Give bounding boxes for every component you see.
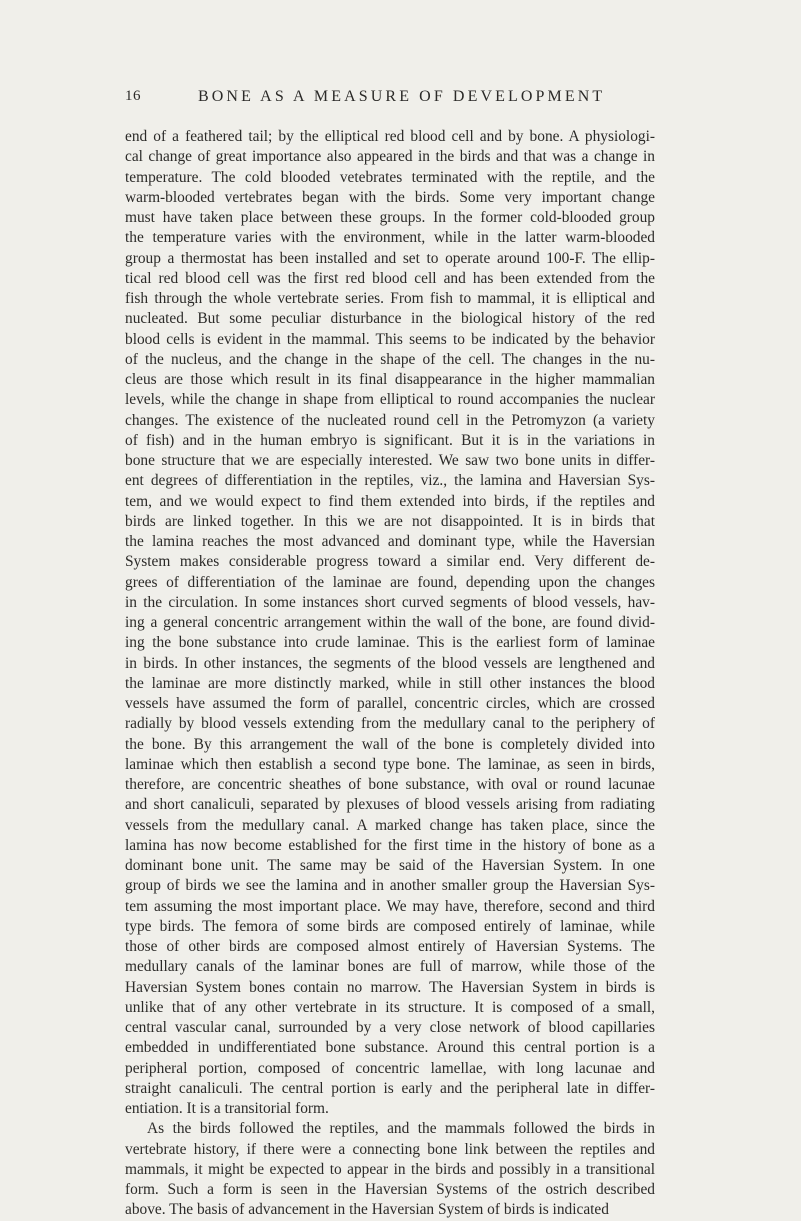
text-line: entiation. It is a transitorial form. <box>125 1100 329 1117</box>
text-line: vessels have assumed the form of parallel, concentric circles, which are crossed <box>125 695 655 712</box>
text-line: the bone. By this arrangement the wall of the bone is completely divided into <box>125 735 655 753</box>
text-line: ing the bone substance into crude laminae. This is the earliest form of laminae <box>125 634 655 652</box>
text-line: and short canaliculi, separated by plexuses of blood vessels arising from radiating <box>125 796 655 814</box>
paragraph-1 <box>125 127 655 1119</box>
text-line: ing a general concentric arrangement within the wall of the bone, are found divid- <box>125 614 655 631</box>
text-line: group a thermostat has been installed and set to operate around 100-F. The ellip- <box>125 249 655 267</box>
text-line: birds are linked together. In this we are not disappointed. It is in birds that <box>125 512 655 530</box>
text-line: medullary canals of the laminar bones are full of marrow, while those of the <box>125 958 655 976</box>
text-line: end of a feathered tail; by the elliptical red blood cell and by bone. A physiologi- <box>125 128 655 145</box>
text-line: blood cells is evident in the mammal. This seems to be indicated by the behavior <box>125 330 655 348</box>
text-line: lamina has now become established for the first time in the history of bone as a <box>125 836 655 854</box>
text-line: unlike that of any other vertebrate in its structure. It is composed of a small, <box>125 998 655 1016</box>
text-line: As the birds followed the reptiles, and the mammals followed the birds in <box>147 1120 655 1138</box>
text-line: temperature. The cold blooded vetebrates terminated with the reptile, and the <box>125 168 655 186</box>
text-line: System makes considerable progress toward a similar end. Very different de- <box>125 553 655 571</box>
paragraph-2 <box>125 1119 655 1220</box>
text-line: cleus are those which result in its final disappearance in the higher mammalian <box>125 371 655 388</box>
text-line: nucleated. But some peculiar disturbance in the biological history of the red <box>125 310 655 328</box>
text-line: cal change of great importance also appeared in the birds and that was a change in <box>125 148 655 166</box>
text-line: mammals, it might be expected to appear in the birds and possibly in a transitional <box>125 1160 655 1178</box>
text-line: ent degrees of differentiation in the reptiles, viz., the lamina and Haversian Sys- <box>125 472 655 490</box>
text-line: bone structure that we are especially interested. We saw two bone units in differ- <box>125 452 655 469</box>
text-line: grees of differentiation of the laminae are found, depending upon the changes <box>125 573 655 591</box>
page-number: 16 <box>125 88 141 104</box>
text-line: dominant bone unit. The same may be said of the Haversian System. In one <box>125 857 655 874</box>
text-line: tem, and we would expect to find them extended into birds, if the reptiles and <box>125 492 655 510</box>
text-line: tem assuming the most important place. We may have, therefore, second and third <box>125 897 655 915</box>
text-line: of the nucleus, and the change in the shape of the cell. The changes in the nu- <box>125 350 655 368</box>
text-line: embedded in undifferentiated bone substance. Around this central portion is a <box>125 1039 655 1057</box>
text-line: laminae which then establish a second type bone. The laminae, as seen in birds, <box>125 755 655 773</box>
text-line: the laminae are more distinctly marked, while in still other instances the blood <box>125 674 655 692</box>
running-title: BONE AS A MEASURE OF DEVELOPMENT <box>198 88 606 105</box>
text-line: above. The basis of advancement in the Haversian System of birds is indicated <box>125 1201 609 1219</box>
text-line: form. Such a form is seen in the Haversian Systems of the ostrich described <box>125 1181 655 1198</box>
text-line: in birds. In other instances, the segments of the blood vessels are lengthened and <box>125 654 655 672</box>
text-line: straight canaliculi. The central portion is early and the peripheral late in differ- <box>125 1079 655 1097</box>
text-line: levels, while the change in shape from elliptical to round accompanies the nuclear <box>125 391 655 409</box>
text-line: radially by blood vessels extending from the medullary canal to the periphery of <box>125 715 655 733</box>
text-line: changes. The existence of the nucleated round cell in the Petromyzon (a variety <box>125 411 655 429</box>
text-line: type birds. The femora of some birds are composed entirely of laminae, while <box>125 917 655 935</box>
text-line: of fish) and in the human embryo is significant. But it is in the variations in <box>125 431 655 449</box>
body-text <box>125 127 655 1221</box>
text-line: fish through the whole vertebrate series. From fish to mammal, it is elliptical and <box>125 290 655 307</box>
text-line: tical red blood cell was the first red blood cell and has been extended from the <box>125 269 655 287</box>
text-line: vertebrate history, if there were a connecting bone link between the reptiles and <box>125 1140 655 1158</box>
text-line: vessels from the medullary canal. A marked change has taken place, since the <box>125 816 655 834</box>
text-line: Haversian System bones contain no marrow. The Haversian System in birds is <box>125 978 655 996</box>
text-line: peripheral portion, composed of concentric lamellae, with long lacunae and <box>125 1059 655 1077</box>
text-line: therefore, are concentric sheathes of bone substance, with oval or round lacunae <box>125 776 655 793</box>
text-line: the lamina reaches the most advanced and dominant type, while the Haversian <box>125 533 655 550</box>
text-line: those of other birds are composed almost entirely of Haversian Systems. The <box>125 938 655 955</box>
text-line: warm-blooded vertebrates began with the birds. Some very important change <box>125 188 655 206</box>
text-line: group of birds we see the lamina and in another smaller group the Haversian Sys- <box>125 877 655 895</box>
text-line: the temperature varies with the environment, while in the latter warm-blooded <box>125 229 655 247</box>
running-head <box>125 88 655 112</box>
text-line: must have taken place between these groups. In the former cold-blooded group <box>125 209 655 226</box>
text-line: central vascular canal, surrounded by a very close network of blood capillaries <box>125 1019 655 1036</box>
text-line: in the circulation. In some instances short curved segments of blood vessels, hav- <box>125 593 655 611</box>
